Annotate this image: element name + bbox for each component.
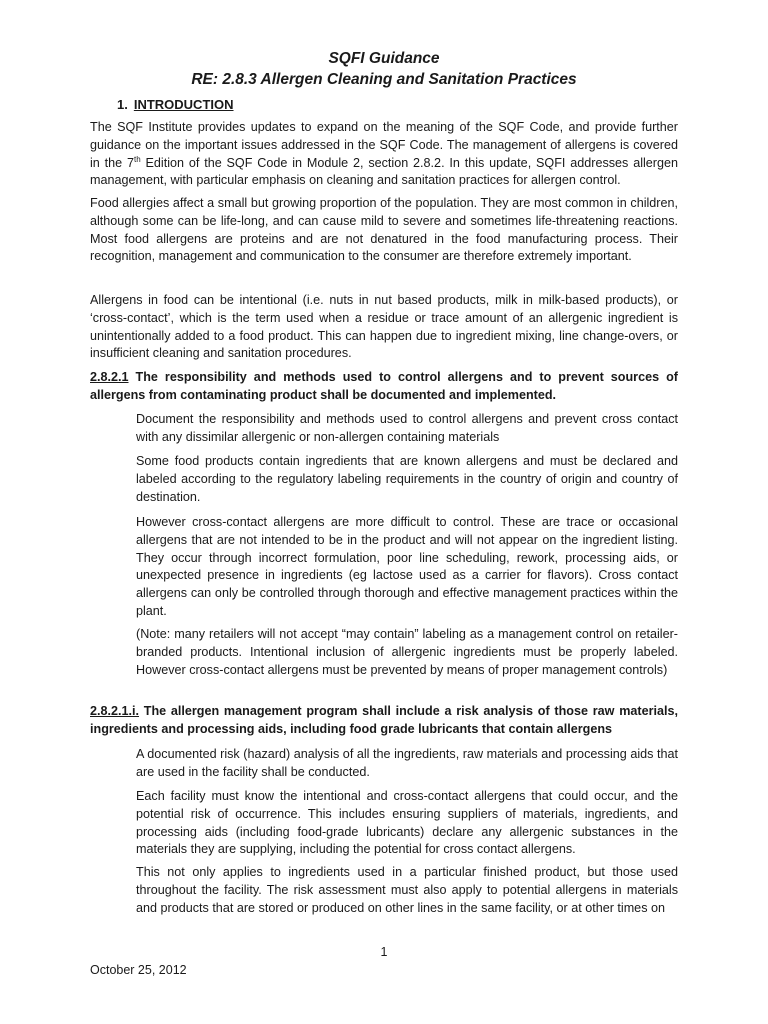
intro-paragraph-1 xyxy=(90,119,678,190)
clause-2-8-2-1 xyxy=(90,369,678,405)
clause2-paragraph-1: A documented risk (hazard) analysis of all the ingredients, raw materials and processing aids that are used in the facility shall be conducted. xyxy=(136,747,678,779)
intro-paragraph-2: Food allergies affect a small but growing proportion of the population. They are most common in children, although some can be life-long, and can cause mild to severe and sometimes life-threatening reactions. Most food allergens are proteins and are not denatured in the food manufacturing process. Their recognition, management and communication to the consumer are therefore extremely important. xyxy=(90,196,678,264)
intro-paragraph-3: Allergens in food can be intentional (i.e. nuts in nut based products, milk in milk-based products), or ‘cross-contact’, which is the term used when a residue or trace amount of an allergenic ingredient is unintentionally added to a food product. This can happen due to ingredient mixing, line change-overs, or insufficient cleaning and sanitation procedures. xyxy=(90,293,678,361)
section-heading-introduction xyxy=(117,96,234,114)
page-number: 1 xyxy=(380,945,388,959)
footer-date: October 25, 2012 xyxy=(90,963,187,977)
clause-text: The responsibility and methods used to control allergens and to prevent sources of allergens from contaminating product shall be documented and implemented. xyxy=(90,370,678,402)
clause2-paragraph-2: Each facility must know the intentional and cross-contact allergens that could occur, and the potential risk of occurrence. This includes ensuring suppliers of materials, ingredients, and processing aids (including food-grade lubricants) declare any allergenic substances in the materials they are supplying, including the potential for cross contact allergens. xyxy=(136,789,678,857)
section-number: 1. xyxy=(117,97,128,112)
clause-text: The allergen management program shall include a risk analysis of those raw materials, ingredients and processing aids, including food grade lubricants that contain allergens xyxy=(90,704,678,736)
clause1-paragraph-2: Some food products contain ingredients that are known allergens and must be declared and labeled according to the regulatory labeling requirements in the country of origin and country of destination. xyxy=(136,454,678,504)
clause2-paragraph-3: This not only applies to ingredients used in a particular finished product, but those used throughout the facility. The risk assessment must also apply to potential allergens in materials and products that are stored or produced on other lines in the same facility, or at other times on xyxy=(136,865,678,915)
intro-p1-text-b: Edition of the SQF Code in Module 2, section 2.8.2. In this update, SQFI addresses allergen management, with particular emphasis on cleaning and sanitation practices for allergen control. xyxy=(90,155,678,188)
document-title: SQFI Guidance xyxy=(328,50,440,67)
clause-number: 2.8.2.1.i. xyxy=(90,704,140,718)
edition-superscript: th xyxy=(134,154,141,164)
document-subtitle: RE: 2.8.3 Allergen Cleaning and Sanitation Practices xyxy=(191,71,577,88)
clause-number: 2.8.2.1 xyxy=(90,370,129,384)
intro-p1-text-a: The SQF Institute provides updates to expand on the meaning of the SQF Code, and provide further guidance on the important issues addressed in the SQF Code. The management of allergens is covered in the 7 xyxy=(90,120,678,170)
section-label: INTRODUCTION xyxy=(133,97,234,112)
clause1-paragraph-3: However cross-contact allergens are more difficult to control. These are trace or occasional allergens that are not intended to be in the product and will not appear on the ingredient listing. They occur through incorrect formulation, poor line scheduling, rework, processing aids, or unexpected presence in ingredients (eg lactose used as a carrier for flavors). Cross contact allergens can only be controlled through thorough and effective management practices within the plant. xyxy=(136,515,678,618)
clause1-paragraph-4: (Note: many retailers will not accept “may contain” labeling as a management control on retailer-branded products. Intentional inclusion of allergenic ingredients must be properly labeled. However cross-contact allergens must be prevented by means of proper management controls) xyxy=(136,627,678,677)
clause-2-8-2-1-i xyxy=(90,703,678,739)
clause1-paragraph-1: Document the responsibility and methods used to control allergens and prevent cross contact with any dissimilar allergenic or non-allergen containing materials xyxy=(136,412,678,444)
